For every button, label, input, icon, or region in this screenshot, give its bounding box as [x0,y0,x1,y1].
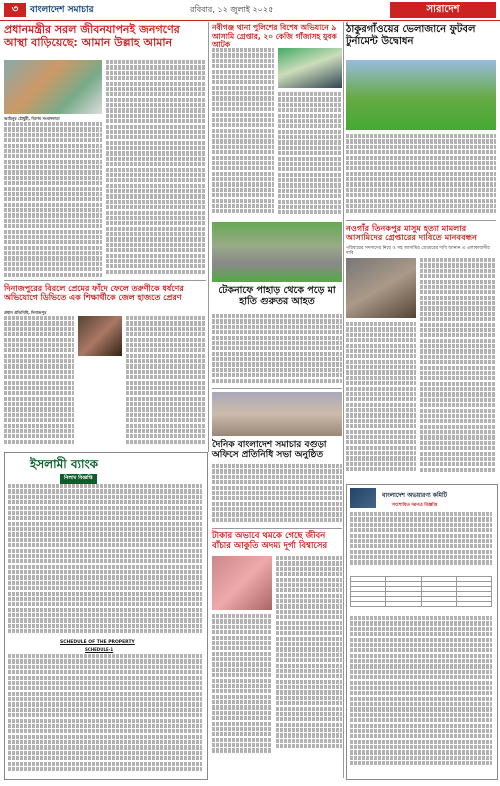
football-body [346,134,496,218]
bank-schedule-body [8,654,202,774]
bangladesh-ad-logo [350,488,376,508]
pm-photo [4,60,102,114]
row-rule-left [4,280,206,281]
section-label: সারাদেশ [390,2,496,18]
bank-name: ইসলামী ব্যাংক [30,457,99,471]
bangladesh-ad-body [350,512,492,572]
daily-body [212,464,342,526]
row-rule-center [212,388,342,389]
page-header [0,0,500,21]
teknaf-photo [212,222,342,282]
bank-schedule-sub: SCHEDULE-1 [85,647,114,652]
teknaf-body [212,314,342,384]
football-headline: ঠাকুরগাঁওয়ের ভেলাজানে ফুটবল টুর্নামেন্ট উদ্বোধন [346,24,476,47]
money-headline: টাকার অভাবে থমকে গেছে জীবন বাঁচার আকুতি অদম্য দূর্গা বিশ্বাসের [212,531,328,551]
divorce-photo [78,316,122,356]
football-photo [346,60,496,130]
bangladesh-ad-name: বাংলাদেশ অভয়ারণ্য কমিটি [382,492,448,499]
bangladesh-ad-table [350,576,492,607]
bangladesh-ad-title: সংশোধিত দরপত্র বিজ্ঞপ্তি [392,503,438,508]
page-number: ৩ [4,3,26,17]
murder-body-2 [346,322,416,478]
money-photo [212,556,272,610]
column-rule [208,22,209,452]
money-body-2 [212,614,272,756]
divorce-body [4,316,74,446]
bank-schedule-title: SCHEDULE OF THE PROPERTY [60,640,135,645]
column-rule-2 [343,22,344,778]
pm-headline: প্রধানমন্ত্রীর সরল জীবনযাপনই জনগণের আস্থা বাড়িয়েছে: আমান উল্লাহ আমান [4,23,180,49]
daily-photo [212,392,342,436]
divorce-body-2 [126,316,206,446]
bank-subtitle: নিলাম বিজ্ঞপ্তি [60,474,97,484]
newspaper-brand: বাংলাদেশ সমাচার [30,5,94,15]
money-body [276,556,342,756]
issue-date: রবিবার, ১২ জুলাই ২০২৫ [190,5,274,14]
special-body [212,48,274,218]
pm-byline: আমিনুর চৌধুরী, বিশেষ সংবাদদাতা [4,116,60,121]
murder-photo [346,258,416,318]
row-rule [346,220,496,221]
row-rule-center-2 [212,528,342,529]
murder-subhead: পরিবারের সদস্যদের নিয়ে ও সহ আসামির গ্রেপ্তারের দাবি জানান এ এলাকাবাসীর দাবি [346,246,490,257]
special-headline: নবীগঞ্জ থানা পুলিশের বিশেষ অভিযানে ৯ আসামি গ্রেপ্তার, ২০ কেজি গাঁজাসহ যুবক আটক [212,23,337,50]
pm-body-left [4,122,102,277]
divorce-byline: প্রধান প্রতিনিধি, দিনাজপুর [4,310,47,315]
teknaf-headline: টেকনাফে পাহাড় থেকে পড়ে মা হাতি গুরুতর আহত [218,285,336,307]
murder-body [420,258,496,478]
bank-ad-body [8,484,202,634]
special-body-2 [278,92,342,218]
murder-headline: নওগাঁর তিনকপুর মাসুম হত্যা মামলার আসামিদের গ্রেপ্তারের দাবিতে মানববন্ধন [346,223,478,243]
divorce-headline: দিনাজপুরের বিরলে প্রেমের ফাঁদে ফেলে তরুণীকে ধর্ষণের অভিযোগে ডিভিতে এক শিক্ষার্থীকে জেল হাজতে প্রেরণ [4,284,184,303]
daily-headline: দৈনিক বাংলাদেশ সমাচার বগুড়া অফিসে প্রতিনিধি সভা অনুষ্ঠিত [212,440,327,461]
special-photo [278,48,342,88]
pm-body-right [106,60,206,277]
bangladesh-ad-body-2 [350,616,492,772]
